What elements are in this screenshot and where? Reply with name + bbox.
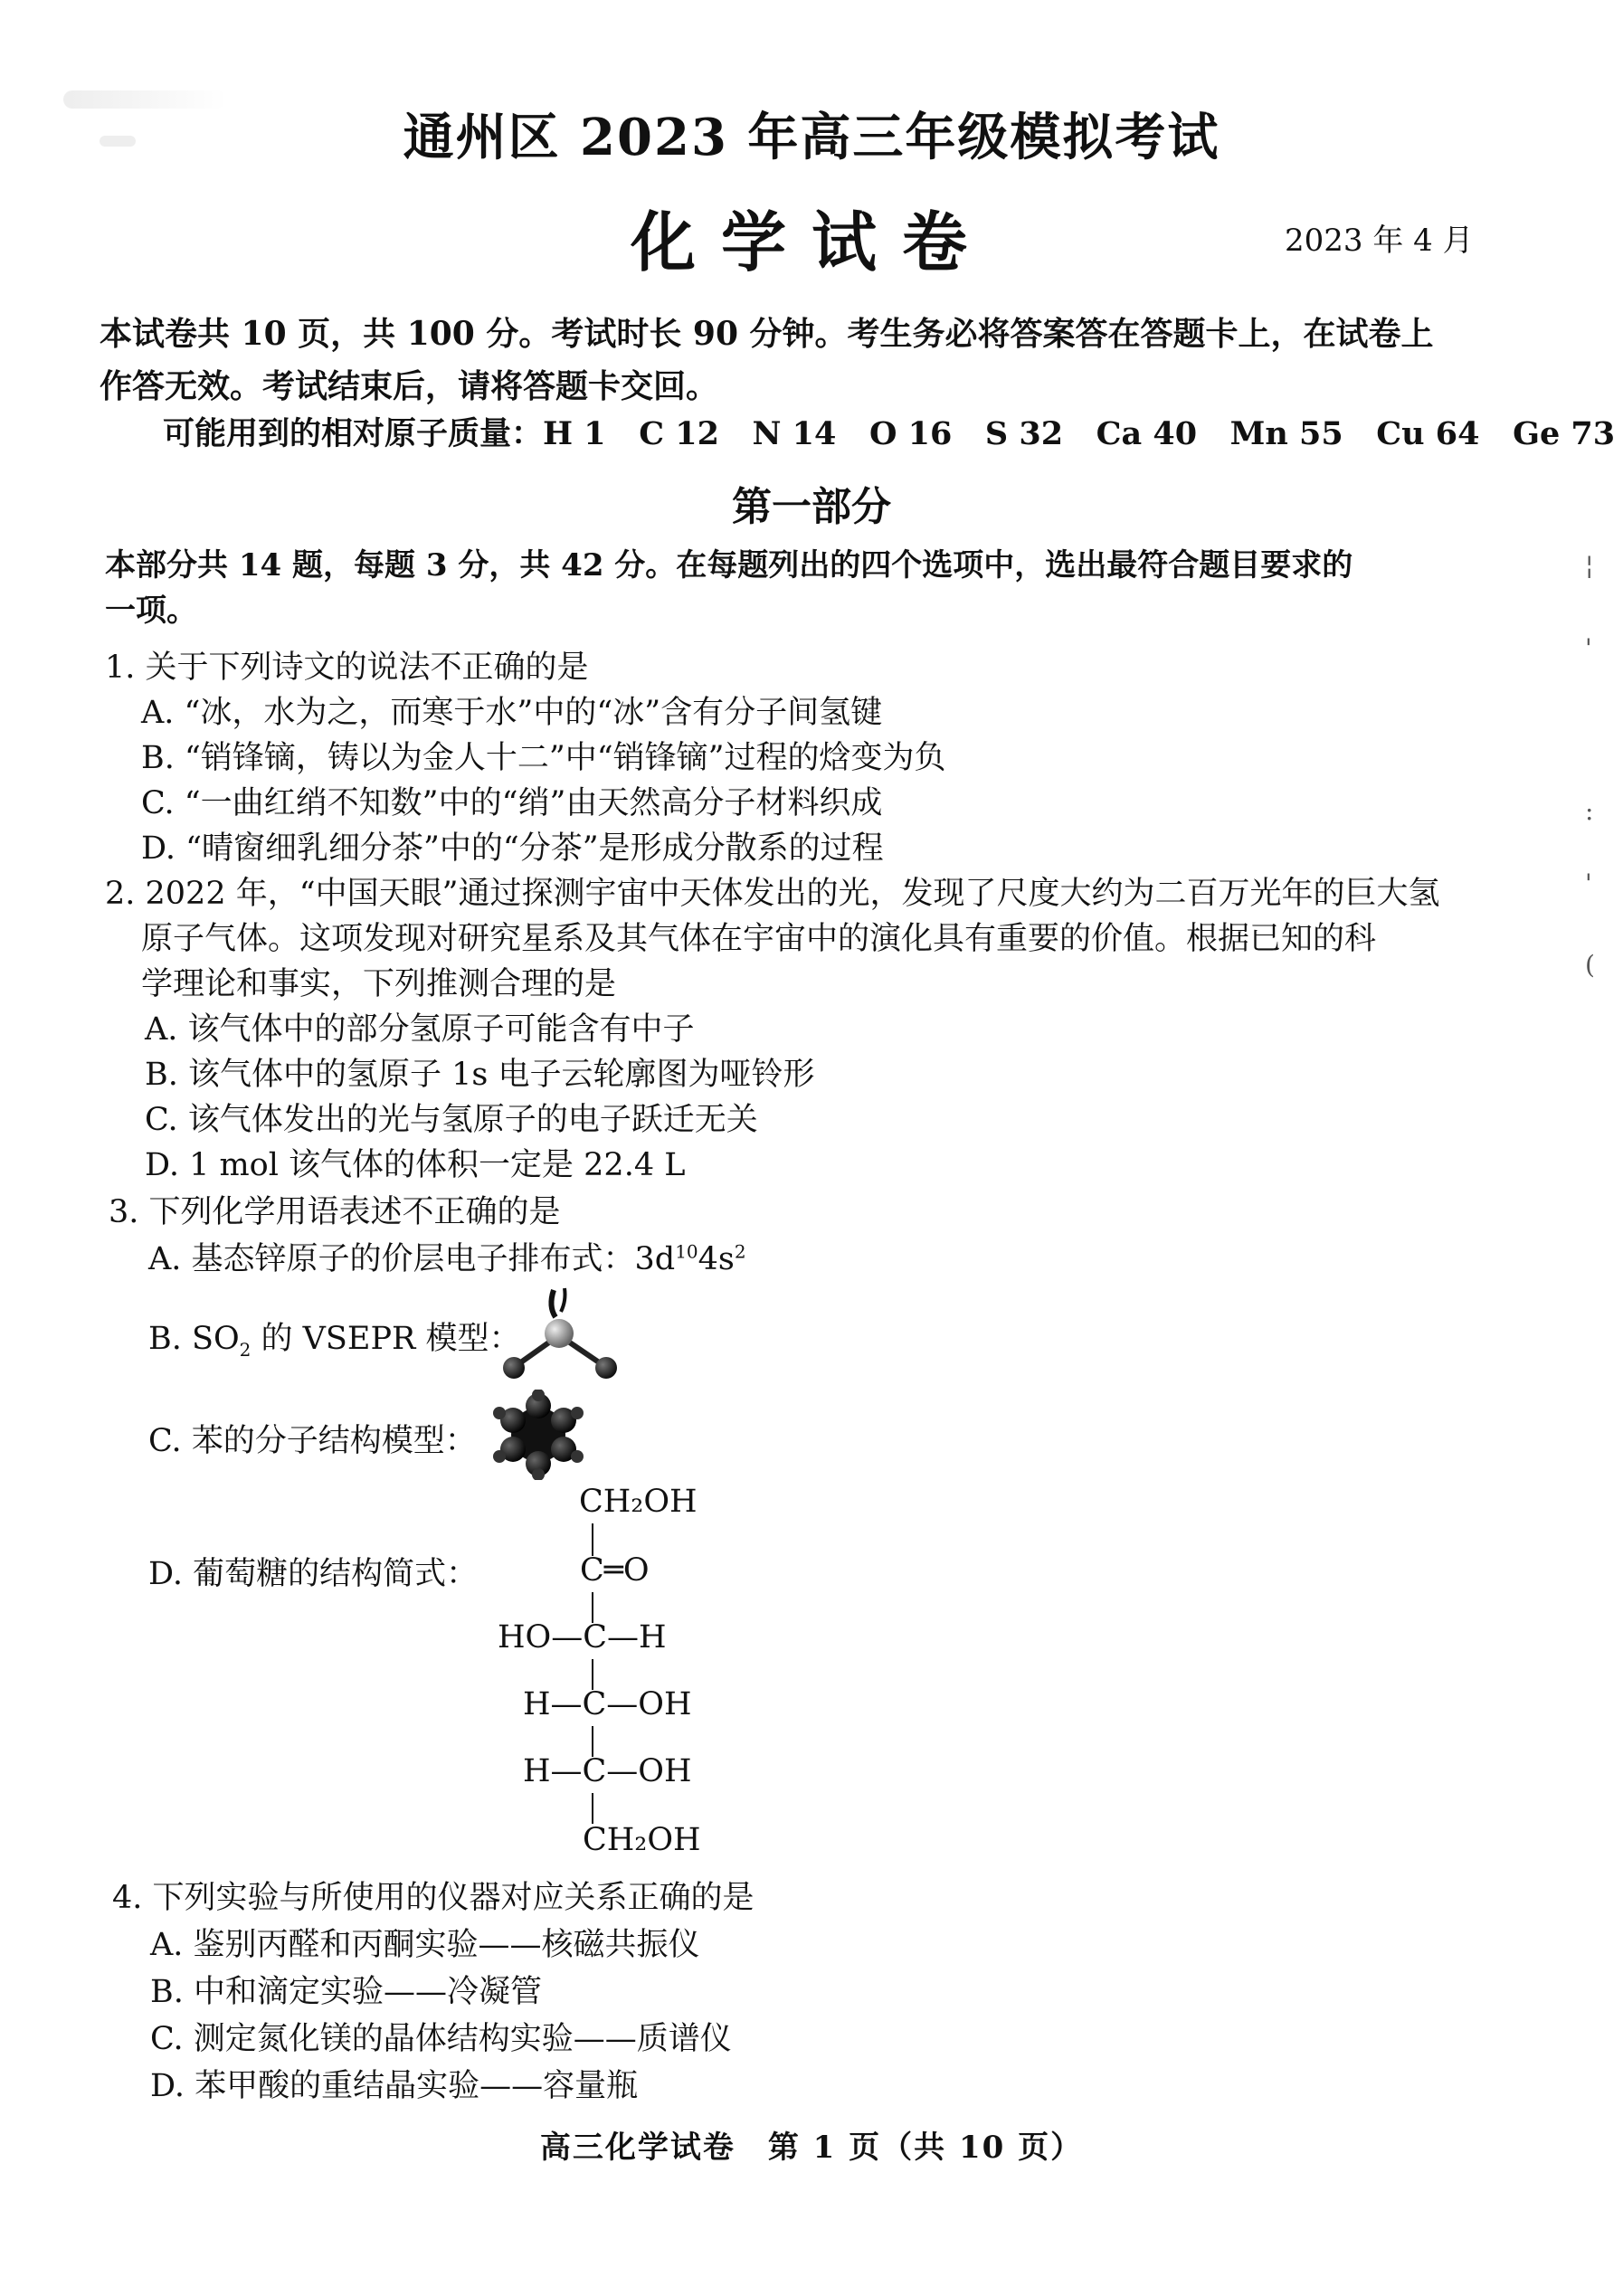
atomic-mass-s: S 32 — [984, 415, 1064, 452]
question-2-option-b: B. 该气体中的氢原子 1s 电子云轮廓图为哑铃形 — [145, 1057, 815, 1093]
atomic-mass-ge: Ge 73 — [1513, 415, 1616, 452]
formula-line: C═O — [580, 1552, 650, 1589]
atomic-mass-mn: Mn 55 — [1229, 415, 1343, 452]
exam-instructions — [100, 308, 1475, 413]
option-a-text: A. 基态锌原子的价层电子排布式：3d — [148, 1241, 676, 1277]
section-instructions — [105, 543, 1480, 633]
edge-mark: : — [1585, 796, 1594, 826]
question-4-option-c: C. 测定氮化镁的晶体结构实验——质谱仪 — [150, 2021, 732, 2057]
formula-line: H—C—OH — [523, 1686, 692, 1722]
edge-mark: ' — [1585, 633, 1592, 663]
question-1-option-a: A. “冰，水为之，而寒于水”中的“冰”含有分子间氢键 — [141, 695, 883, 731]
paper-title: 化学试卷 — [630, 204, 992, 280]
question-1-option-b: B. “销锋镝，铸以为金人十二”中“销锋镝”过程的焓变为负 — [141, 740, 946, 776]
question-3-option-d: D. 葡萄糖的结构简式： — [148, 1556, 479, 1592]
question-2-option-a: A. 该气体中的部分氢原子可能含有中子 — [145, 1011, 695, 1048]
bond-line — [592, 1793, 593, 1824]
formula-line: CH₂OH — [579, 1484, 698, 1520]
atomic-mass-c: C 12 — [639, 415, 719, 452]
atomic-mass-n: N 14 — [752, 415, 837, 452]
atomic-masses-label: 可能用到的相对原子质量： — [163, 415, 544, 452]
atomic-mass-o: O 16 — [868, 415, 953, 452]
question-3-option-c: C. 苯的分子结构模型： — [148, 1423, 477, 1459]
atomic-mass-ca: Ca 40 — [1096, 415, 1198, 452]
question-2-option-c: C. 该气体发出的光与氢原子的电子跃迁无关 — [145, 1102, 758, 1138]
superscript: 10 — [675, 1240, 698, 1263]
so2-vsepr-model-image — [489, 1283, 633, 1382]
exam-date: 2023 年 4 月 — [1285, 223, 1474, 259]
question-4-stem: 4. 下列实验与所使用的仪器对应关系正确的是 — [112, 1880, 755, 1916]
section-instructions-line: 本部分共 14 题，每题 3 分，共 42 分。在每题列出的四个选项中，选出最符合题目要求的 — [105, 547, 1353, 583]
question-4-option-a: A. 鉴别丙醛和丙酮实验——核磁共振仪 — [150, 1927, 700, 1963]
option-a-text: 4s — [698, 1241, 735, 1277]
question-2-stem-cont: 原子气体。这项发现对研究星系及其气体在宇宙中的演化具有重要的价值。根据已知的科 — [141, 921, 1377, 957]
page-footer: 高三化学试卷 第 1 页（共 10 页） — [539, 2130, 1084, 2166]
instruction-line: 本试卷共 10 页，共 100 分。考试时长 90 分钟。考生务必将答案答在答题卡上，在试卷上 — [100, 315, 1434, 353]
subscript: 2 — [239, 1339, 252, 1361]
section-title: 第一部分 — [732, 484, 891, 530]
question-1-option-d: D. “晴窗细乳细分茶”中的“分茶”是形成分散系的过程 — [141, 830, 884, 867]
instruction-line: 作答无效。考试结束后，请将答题卡交回。 — [100, 367, 719, 405]
question-2-stem-cont: 学理论和事实，下列推测合理的是 — [141, 966, 617, 1002]
question-2-stem: 2. 2022 年，“中国天眼”通过探测宇宙中天体发出的光，发现了尺度大约为二百万光年的巨大氢 — [105, 876, 1440, 912]
question-2-option-d: D. 1 mol 该气体的体积一定是 22.4 L — [145, 1147, 686, 1183]
question-4-option-b: B. 中和滴定实验——冷凝管 — [150, 1974, 542, 2010]
atomic-mass-cu: Cu 64 — [1376, 415, 1480, 452]
formula-line: H—C—OH — [523, 1753, 692, 1789]
question-3-stem: 3. 下列化学用语表述不正确的是 — [109, 1194, 561, 1230]
option-b-text: 的 VSEPR 模型： — [251, 1321, 521, 1357]
superscript: 2 — [734, 1240, 746, 1263]
exam-title: 通州区 2023 年高三年级模拟考试 — [403, 108, 1220, 167]
edge-mark: ( — [1585, 950, 1595, 980]
bond-line — [592, 1592, 593, 1623]
atomic-mass-h: H 1 — [543, 415, 606, 452]
question-3-option-b — [148, 1314, 520, 1361]
atomic-masses — [163, 409, 1615, 454]
formula-line: CH₂OH — [583, 1822, 701, 1858]
formula-line: HO—C—H — [498, 1619, 667, 1656]
bond-line — [592, 1523, 593, 1556]
option-b-text: B. SO — [148, 1321, 240, 1357]
edge-mark: ' — [1585, 868, 1592, 898]
bond-line — [592, 1726, 593, 1757]
question-4-option-d: D. 苯甲酸的重结晶实验——容量瓶 — [150, 2068, 639, 2104]
section-instructions-line: 一项。 — [105, 593, 197, 629]
bond-line — [592, 1659, 593, 1690]
question-1-stem: 1. 关于下列诗文的说法不正确的是 — [105, 650, 589, 686]
question-3-option-a — [148, 1234, 746, 1279]
question-1-option-c: C. “一曲红绡不知数”中的“绡”由天然高分子材料织成 — [141, 785, 883, 821]
benzene-model-image — [489, 1390, 588, 1480]
edge-mark: ¦ — [1585, 550, 1594, 580]
